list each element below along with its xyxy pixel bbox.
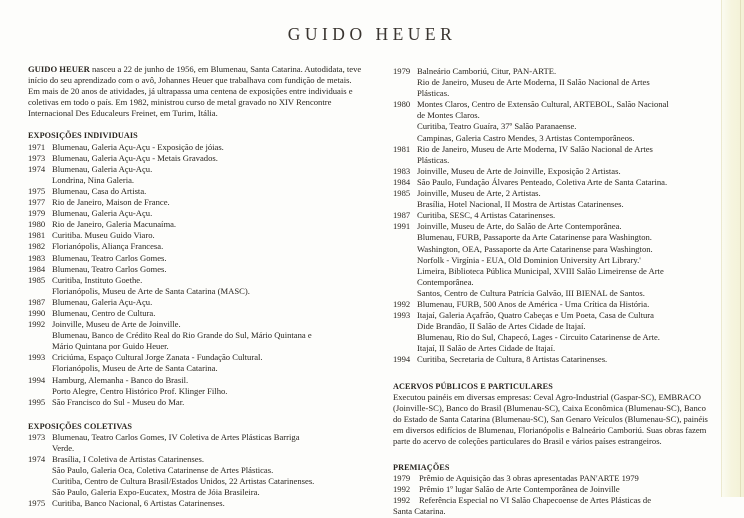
exhibition-entry [28, 230, 378, 241]
entry-year: 1980 [393, 99, 411, 110]
entry-lines [417, 99, 713, 143]
entry-lines [52, 142, 378, 153]
entry-lines [52, 153, 378, 164]
bio-paragraph-2: Em mais de 20 anos de atividades, já ultrapassa uma centena de exposições entre individuais e coletivas em todo o país. Em 1982, ministrou curso de metal gravado no XIV Rencontre Internacional Des Educaleurs Freinet, em Turim, Itália. [28, 86, 353, 119]
entry-line: São Paulo, Galeria Oca, Coletiva Catarinense de Artes Plásticas. [52, 465, 274, 476]
entry-lines [417, 299, 713, 310]
biography [28, 64, 378, 119]
entry-lines [52, 352, 378, 374]
exhibition-entry [393, 221, 713, 299]
entry-line: Joinville, Museu de Arte, 2 Artistas. [417, 188, 541, 199]
entry-line: Curitiba, Centro de Cultura Brasil/Estados Unidos, 22 Artistas Catarinenses. [52, 476, 315, 487]
entry-year: 1993 [28, 352, 46, 363]
entry-line: Blumenau, Galeria Açu-Açu - Metais Gravados. [52, 152, 218, 163]
entry-lines [52, 241, 378, 252]
entry-year: 1983 [393, 165, 411, 176]
exhibition-entry [28, 275, 378, 297]
entry-line: Rio de Janeiro, Museu de Arte Moderna, II Salão Nacional de Artes [417, 77, 650, 88]
entry-lines [52, 164, 378, 186]
entry-lines [417, 310, 713, 354]
entry-year: 1982 [28, 241, 46, 252]
entry-line: Washington, OEA, Passaporte da Arte Catarinense para Washington. [417, 243, 653, 254]
exhibition-entry [28, 352, 378, 374]
coletivas-heading: EXPOSIÇÕES COLETIVAS [28, 421, 132, 431]
entry-line: Curitiba, SESC, 4 Artistas Catarinenses. [417, 210, 556, 221]
entry-year: 1993 [393, 310, 411, 321]
exhibition-entry [393, 144, 713, 166]
entry-line: Criciúma, Espaço Cultural Jorge Zanata - Fundação Cultural. [52, 352, 263, 363]
exhibition-entry [28, 297, 378, 308]
entry-line: Rio de Janeiro, Maison de France. [52, 197, 170, 208]
entry-lines [417, 66, 713, 99]
entry-line: Montes Claros, Centro de Extensão Cultural, ARTEBOL, Salão Nacional [417, 99, 669, 110]
premiacoes-list [393, 473, 713, 517]
entry-year: 1994 [393, 354, 411, 365]
exhibition-entry [28, 241, 378, 252]
entry-line: Verde. [52, 443, 75, 453]
entry-line: Rio de Janeiro, Galeria Macunaíma. [52, 219, 177, 230]
entry-line: Blumenau, Galeria Açu-Açu - Exposição de jóias. [52, 141, 224, 152]
entry-lines [52, 319, 378, 352]
entry-line: Joinville, Museu de Arte de Joinville, Exposição 2 Artistas. [417, 165, 621, 176]
entry-year: 1979 [28, 208, 46, 219]
entry-lines [52, 498, 378, 509]
exhibition-entry [28, 197, 378, 208]
entry-year: 1979 [393, 66, 411, 76]
entry-year: 1980 [28, 219, 46, 230]
award-text-continuation: Santa Catarina. [393, 506, 446, 517]
entry-line: Plásticas. [417, 88, 450, 99]
entry-lines [417, 221, 713, 299]
entry-line: São Francisco do Sul - Museu do Mar. [52, 396, 185, 407]
exhibition-entry [28, 454, 378, 498]
entry-year: 1992 [28, 319, 46, 330]
entry-lines [52, 186, 378, 197]
entry-line: Blumenau, FURB, 500 Anos de América - Uma Crítica da História. [417, 298, 650, 309]
entry-year: 1984 [393, 176, 411, 187]
entry-lines [52, 253, 378, 264]
entry-line: Limeira, Biblioteca Pública Municipal, XVIII Salão Limeirense de Arte [417, 265, 664, 276]
exhibition-entry [393, 99, 713, 143]
bio-text-1: nasceu a 22 de junho de 1956, em Blumenau, Santa Catarina. Autodidata, teve início do seu aprendizado com o avô, Johannes Heuer que trabalhava com fundição de metais. [28, 64, 362, 86]
entry-year: 1975 [28, 185, 46, 196]
bio-name: GUIDO HEUER [28, 64, 90, 74]
entry-line: Dide Brandão, II Salão de Artes Cidade de Itajaí. [417, 321, 586, 332]
entry-year: 1974 [28, 163, 46, 174]
entry-line: Blumenau, Casa do Artista. [52, 185, 147, 196]
entry-year: 1992 [393, 298, 411, 309]
entry-line: Curitiba, Instituto Goethe. [52, 274, 143, 285]
entry-lines [52, 208, 378, 219]
award-entry [393, 495, 713, 506]
entry-line: Brasília, Hotel Nacional, II Mostra de Artistas Catarinenses. [417, 199, 624, 210]
entry-line: Blumenau, Galeria Açu-Açu. [52, 296, 153, 307]
entry-line: Curitiba, Secretaria de Cultura, 8 Artistas Catarinenses. [417, 354, 608, 365]
exhibition-entry [28, 186, 378, 197]
award-text: Prêmio 1º lugar Salão de Arte Contemporânea de Joinville [419, 484, 620, 495]
entry-line: Curitiba. Museu Guido Viaro. [52, 230, 155, 241]
entry-line: Campinas, Galeria Castro Mendes, 3 Artistas Contemporâneos. [417, 132, 635, 143]
entry-lines [52, 308, 378, 319]
entry-line: Joinville, Museu de Arte de Joinville. [52, 319, 181, 330]
entry-lines [417, 188, 713, 210]
entry-year: 1991 [393, 221, 411, 232]
coletivas-list-right [393, 66, 713, 366]
individuais-list [28, 142, 378, 408]
entry-line: Florianópolis, Aliança Francesa. [52, 241, 164, 252]
entry-lines [417, 210, 713, 221]
entry-lines [52, 454, 378, 498]
entry-line: Curitiba, Teatro Guaíra, 37º Salão Paranaense. [417, 121, 577, 132]
entry-lines [52, 219, 378, 230]
entry-year: 1985 [393, 188, 411, 199]
entry-line: Blumenau, Centro de Cultura. [52, 307, 156, 318]
entry-year: 1985 [28, 274, 46, 285]
entry-lines [417, 354, 713, 365]
entry-lines [52, 275, 378, 297]
entry-lines [417, 177, 713, 188]
entry-lines [417, 144, 713, 166]
entry-year: 1973 [28, 152, 46, 163]
exhibition-entry [28, 253, 378, 264]
award-text: Referência Especial no VI Salão Chapecoense de Artes Plásticas de [419, 495, 652, 506]
entry-year: 1983 [28, 252, 46, 263]
exhibition-entry [393, 166, 713, 177]
award-entry [393, 473, 713, 484]
entry-year: 1984 [28, 263, 46, 274]
entry-lines [52, 397, 378, 408]
entry-line: Blumenau, Galeria Açu-Açu. [52, 163, 153, 174]
page-edge [721, 0, 744, 497]
exhibition-entry [28, 498, 378, 509]
entry-year: 1981 [393, 143, 411, 154]
entry-line: Hamburg, Alemanha - Banco do Brasil. [52, 374, 189, 385]
entry-year: 1987 [393, 210, 411, 221]
exhibition-entry [28, 264, 378, 275]
award-year: 1979 [393, 473, 411, 484]
entry-line: Florianópolis, Museu de Arte de Santa Catarina. [52, 363, 218, 374]
right-column [393, 66, 713, 518]
entry-line: Blumenau, Teatro Carlos Gomes. [52, 252, 167, 263]
entry-year: 1975 [28, 498, 46, 509]
entry-line: Porto Alegre, Centro Histórico Prof. Klinger Filho. [52, 385, 228, 396]
exhibition-entry [28, 142, 378, 153]
exhibition-entry [393, 188, 713, 210]
entry-lines [417, 166, 713, 177]
exhibition-entry [393, 66, 713, 99]
entry-line: São Paulo, Fundação Álvares Penteado, Coletiva Arte de Santa Catarina. [417, 176, 668, 187]
exhibition-entry [28, 153, 378, 164]
entry-year: 1987 [28, 296, 46, 307]
entry-line: Blumenau, Teatro Carlos Gomes, IV Coletiva de Artes Plásticas Barriga [52, 431, 300, 442]
acervos-text: Executou painéis em diversas empresas: Ceval Agro-Industrial (Gaspar-SC), EMBRACO (Joinville-SC), Banco do Brasil (Blumenau-SC), Caixa Econômica (Blumenau-SC), Banco do Estado de Santa Catarina (Blumenau-SC), San Genaro Veículos (Blumenau-SC), painéis em diversos edifícios de Blumenau, Florianópolis e Balneário Camboriú. Suas obras fazem parte do acervo de coleções particulares do Brasil e vários países estrangeiros. [393, 391, 708, 446]
entry-line: Balneário Camboriú, Citur, PAN-ARTE. [417, 66, 557, 76]
premiacoes-heading: PREMIAÇÕES [393, 463, 450, 473]
entry-line: Curitiba, Banco Nacional, 6 Artistas Catarinenses. [52, 498, 225, 509]
entry-year: 1977 [28, 197, 46, 208]
entry-line: Mário Quintana por Guido Heuer. [52, 341, 169, 352]
exhibition-entry [393, 299, 713, 310]
left-column [28, 64, 378, 510]
entry-year: 1990 [28, 307, 46, 318]
entry-line: Blumenau, Rio do Sul, Chapecó, Lages - Circuito Catarinense de Arte. [417, 332, 660, 343]
entry-line: Blumenau, FURB, Passaporte da Arte Catarinense para Washington. [417, 232, 652, 243]
individuais-heading: EXPOSIÇÕES INDIVIDUAIS [28, 131, 138, 141]
exhibition-entry [393, 354, 713, 365]
entry-year: 1995 [28, 396, 46, 407]
entry-line: Joinville, Museu de Arte, do Salão de Arte Contemporânea. [417, 221, 622, 232]
exhibition-entry [28, 319, 378, 352]
entry-line: Norfolk - Virgínia - EUA, Old Dominion University Art Library.' [417, 254, 641, 265]
entry-lines [52, 230, 378, 241]
entry-line: Santos, Centro de Cultura Patrícia Galvão, III BIENAL de Santos. [417, 287, 645, 298]
exhibition-entry [28, 375, 378, 397]
entry-line: Itajaí, Galeria Açafrão, Quatro Cabeças e Um Poeta, Casa de Cultura [417, 310, 654, 321]
entry-lines [52, 264, 378, 275]
entry-lines [52, 297, 378, 308]
page-title: GUIDO HEUER [287, 23, 457, 44]
entry-year: 1973 [28, 431, 46, 442]
acervos-heading: ACERVOS PÚBLICOS E PARTICULARES [393, 381, 553, 391]
entry-year: 1981 [28, 230, 46, 241]
entry-line: Plásticas. [417, 154, 450, 165]
entry-lines [52, 432, 378, 454]
entry-year: 1974 [28, 454, 46, 465]
entry-year: 1971 [28, 141, 46, 152]
entry-line: de Montes Claros. [417, 110, 480, 121]
exhibition-entry [28, 397, 378, 408]
exhibition-entry [28, 432, 378, 454]
entry-line: Contemporânea. [417, 276, 474, 287]
exhibition-entry [393, 210, 713, 221]
entry-line: Blumenau, Galeria Açu-Açu. [52, 208, 153, 219]
exhibition-entry [393, 310, 713, 354]
exhibition-entry [393, 177, 713, 188]
entry-line: Blumenau, Teatro Carlos Gomes. [52, 263, 167, 274]
entry-line: Brasília, I Coletiva de Artistas Catarinenses. [52, 454, 205, 465]
bio-paragraph-1 [28, 64, 378, 86]
exhibition-entry [28, 164, 378, 186]
award-year: 1992 [393, 484, 411, 495]
award-entry [393, 484, 713, 495]
entry-line: Florianópolis, Museu de Arte de Santa Catarina (MASC). [52, 285, 250, 296]
entry-lines [52, 197, 378, 208]
award-text: Prêmio de Aquisição das 3 obras apresentadas PAN'ARTE 1979 [419, 473, 639, 484]
coletivas-list-left [28, 432, 378, 510]
exhibition-entry [28, 308, 378, 319]
entry-year: 1994 [28, 374, 46, 385]
entry-line: Rio de Janeiro, Museu de Arte Moderna, IV Salão Nacional de Artes [417, 143, 653, 154]
entry-line: São Paulo, Galeria Expo-Eucatex, Mostra de Jóia Brasileira. [52, 487, 260, 498]
entry-lines [52, 375, 378, 397]
exhibition-entry [28, 208, 378, 219]
award-year: 1992 [393, 495, 411, 506]
entry-line: Londrina, Nina Galeria. [52, 174, 135, 185]
exhibition-entry [28, 219, 378, 230]
entry-line: Itajaí, II Salão de Artes Cidade de Itajaí. [417, 343, 556, 354]
entry-line: Blumenau, Banco de Crédito Real do Rio Grande do Sul, Mário Quintana e [52, 330, 312, 341]
